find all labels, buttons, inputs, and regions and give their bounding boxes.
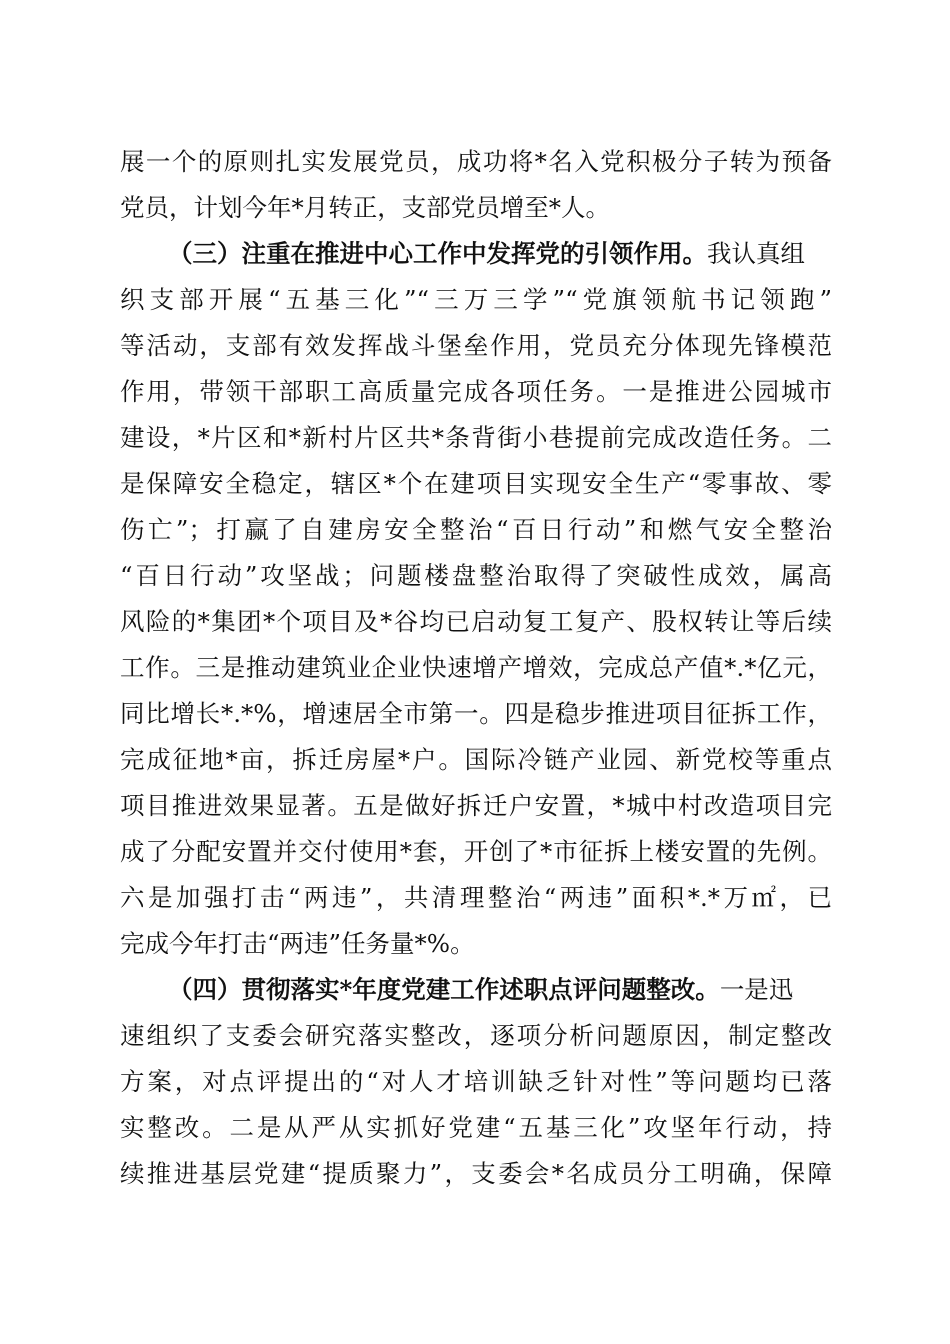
paragraph-2-last-line: 完成今年打击“两违”任务量*%。 [120,929,475,958]
paragraph-2-line: 成了分配安置并交付使用*套，开创了*市征拆上楼安置的先例。 [120,837,832,866]
paragraph-3-first-line [168,970,832,1010]
paragraph-3-line: 续推进基层党建“提质聚力”，支委会*名成员分工明确，保障 [120,1159,832,1188]
paragraph-2-line: 建设，*片区和*新村片区共*条背街小巷提前完成改造任务。二 [120,423,832,452]
paragraph-2-line: 工作。三是推动建筑业企业快速增产增效，完成总产值*.*亿元， [120,653,832,682]
paragraph-3-line: 实整改。二是从严从实抓好党建“五基三化”攻坚年行动，持 [120,1113,832,1142]
paragraph-2-line: 等活动，支部有效发挥战斗堡垒作用，党员充分体现先锋模范 [120,331,832,360]
paragraph-2-line: 作用，带领干部职工高质量完成各项任务。一是推进公园城市 [120,377,832,406]
paragraph-2-first-line [168,234,832,274]
paragraph-1-line-2: 党员，计划今年*月转正，支部党员增至*人。 [120,193,610,222]
paragraph-3-line: 速组织了支委会研究落实整改，逐项分析问题原因，制定整改 [120,1021,832,1050]
paragraph-2-line: 是保障安全稳定，辖区*个在建项目实现安全生产“零事故、零 [120,469,832,498]
paragraph-2-line: 伤亡”；打赢了自建房安全整治“百日行动”和燃气安全整治 [120,515,832,544]
paragraph-2-line: 同比增长*.*%，增速居全市第一。四是稳步推进项目征拆工作， [120,699,832,728]
paragraph-2-line: 风险的*集团*个项目及*谷均已启动复工复产、股权转让等后续 [120,607,832,636]
section-4-heading: （四）贯彻落实*年度党建工作述职点评问题整改。 [168,975,720,1004]
paragraph-2-line: 完成征地*亩，拆迁房屋*户。国际冷链产业园、新党校等重点 [120,745,832,774]
paragraph-2-line: 六是加强打击“两违”，共清理整治“两违”面积*.*万㎡，已 [120,883,832,912]
paragraph-3-line: 方案，对点评提出的“对人才培训缺乏针对性”等问题均已落 [120,1067,832,1096]
paragraph-3-first-line-rest: 一是迅 [719,975,794,1004]
paragraph-2-line: 项目推进效果显著。五是做好拆迁户安置，*城中村改造项目完 [120,791,832,820]
paragraph-1-line-1: 展一个的原则扎实发展党员，成功将*名入党积极分子转为预备 [120,147,832,176]
paragraph-2-first-line-rest: 我认真组 [707,239,805,268]
section-3-heading: （三）注重在推进中心工作中发挥党的引领作用。 [168,239,707,268]
paragraph-2-line: “百日行动”攻坚战；问题楼盘整治取得了突破性成效，属高 [120,561,832,590]
paragraph-2-line: 织支部开展“五基三化”“三万三学”“党旗领航书记领跑” [120,285,832,314]
